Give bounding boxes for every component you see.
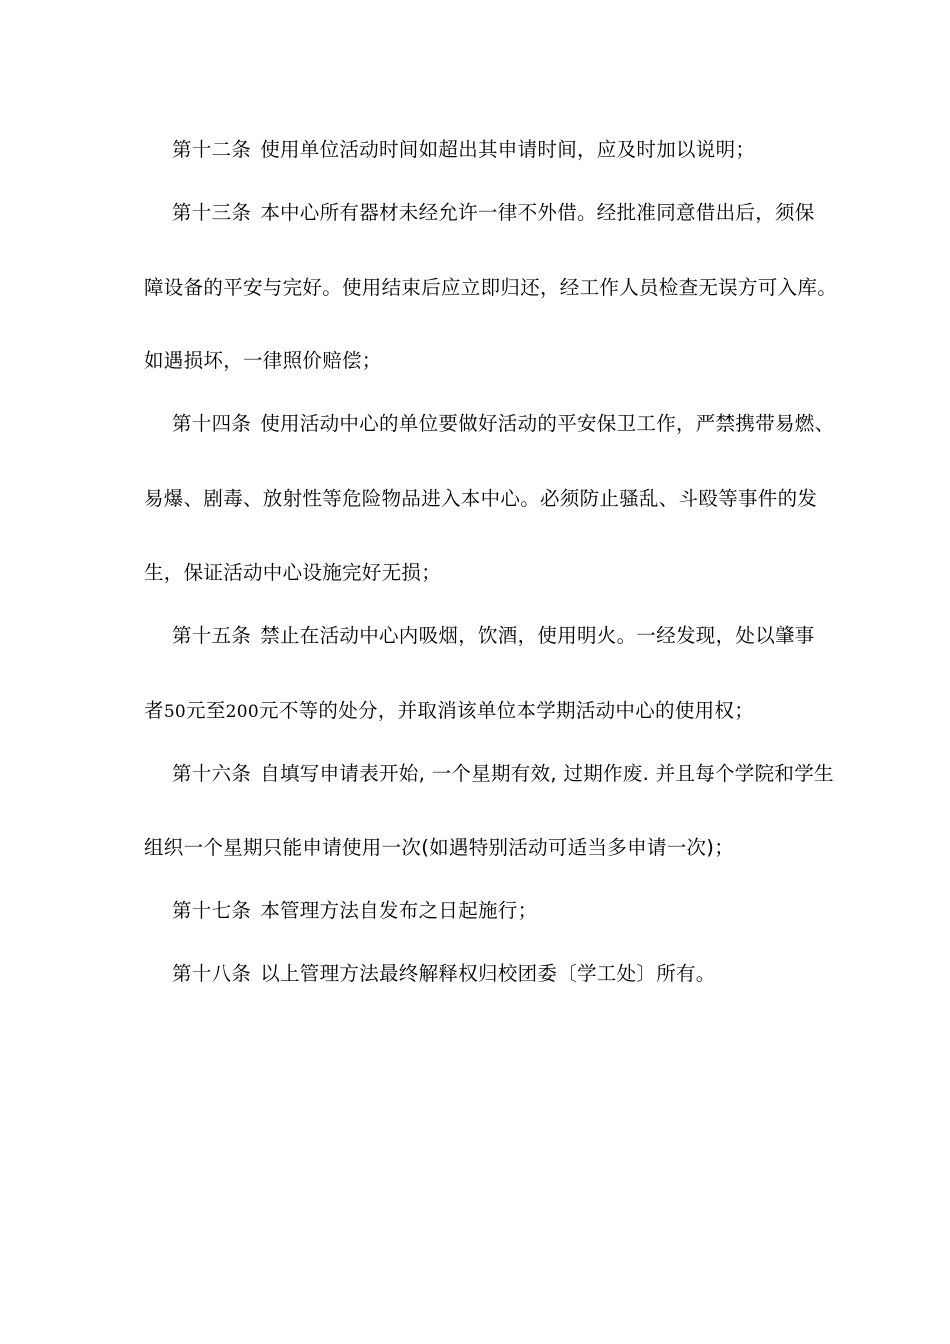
article-14-line-2: 易爆、剧毒、放射性等危险物品进入本中心。必须防止骚乱、斗殴等事件的发	[144, 487, 818, 510]
article-13-line-2: 障设备的平安与完好。使用结束后应立即归还，经工作人员检查无误方可入库。	[144, 276, 838, 299]
article-13-line-1	[172, 201, 815, 225]
fine-min-amount: 50	[163, 702, 187, 722]
article-15-line-2	[144, 699, 754, 724]
article-14-line-1	[172, 412, 834, 436]
article-15-text-2a: 者	[144, 699, 164, 722]
article-13-line-3: 如遇损坏，一律照价赔偿；	[144, 349, 382, 372]
article-15-text-2c: 元不等的处分，并取消该单位本学期活动中心的使用权；	[259, 699, 755, 722]
article-14-label: 第十四条	[172, 412, 252, 435]
fine-max-amount: 200	[225, 702, 260, 722]
article-15-text-1: 禁止在活动中心内吸烟，饮酒，使用明火。一经发现，处以肇事	[260, 624, 815, 647]
article-17-line-1	[172, 899, 537, 923]
article-16-line-1	[172, 762, 834, 786]
article-13-label: 第十三条	[172, 201, 252, 224]
article-12-label: 第十二条	[172, 138, 252, 161]
article-15-text-2b: 元至	[186, 699, 226, 722]
article-12-line-1	[172, 138, 755, 162]
article-12-text: 使用单位活动时间如超出其申请时间，应及时加以说明；	[260, 138, 756, 161]
article-16-label: 第十六条	[172, 762, 252, 785]
article-14-line-3: 生，保证活动中心设施完好无损；	[144, 561, 442, 584]
article-15-label: 第十五条	[172, 624, 252, 647]
article-16-text-1: 自填写申请表开始, 一个星期有效, 过期作废. 并且每个学院和学生	[260, 762, 834, 785]
article-17-label: 第十七条	[172, 899, 252, 922]
article-13-text-1: 本中心所有器材未经允许一律不外借。经批准同意借出后，须保	[260, 201, 815, 224]
article-18-label: 第十八条	[172, 962, 252, 985]
article-18-text: 以上管理方法最终解释权归校团委〔学工处〕所有。	[260, 962, 716, 985]
article-16-line-2: 组织一个星期只能申请使用一次(如遇特别活动可适当多申请一次)；	[144, 836, 735, 859]
article-17-text: 本管理方法自发布之日起施行；	[260, 899, 538, 922]
article-15-line-1	[172, 624, 815, 648]
article-18-line-1	[172, 962, 716, 986]
article-14-text-1: 使用活动中心的单位要做好活动的平安保卫工作，严禁携带易燃、	[260, 412, 835, 435]
